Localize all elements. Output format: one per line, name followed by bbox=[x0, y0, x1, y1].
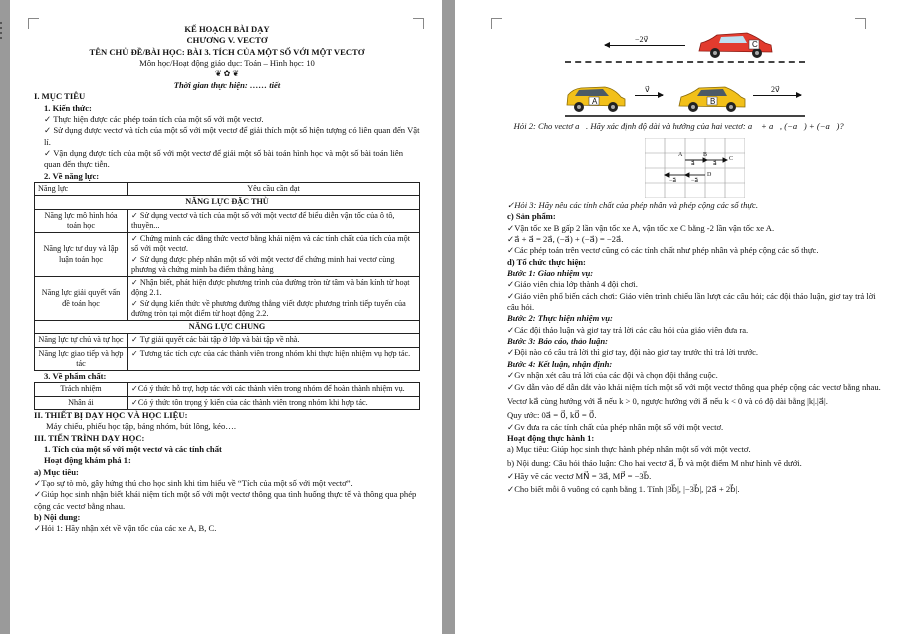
vector-neg-a-label: −a⃗ bbox=[669, 178, 677, 184]
competence-table bbox=[34, 182, 420, 371]
car-c-label: C bbox=[752, 40, 758, 49]
equipment-text: Máy chiếu, phiếu học tập, bảng nhóm, bút lông, kéo…. bbox=[46, 421, 236, 432]
table-row bbox=[35, 396, 420, 409]
step-item: ✓Gv dẫn vào để dẫn dắt vào khái niệm tích một số với một vectơ thông qua phép cộng các vectơ bằng nhau. bbox=[507, 381, 881, 392]
table-row bbox=[35, 233, 420, 277]
activity-content-heading: b) Nội dung: bbox=[34, 511, 81, 522]
qualities-table bbox=[34, 382, 420, 410]
subsection-competence: 2. Về năng lực: bbox=[44, 170, 100, 181]
car-b bbox=[677, 85, 747, 113]
road-line bbox=[565, 115, 805, 117]
table-header-competence: Năng lực bbox=[35, 183, 128, 196]
step-3: Bước 3: Báo cáo, thảo luận: bbox=[507, 336, 608, 347]
cars-figure bbox=[565, 25, 805, 115]
product-heading: c) Sản phẩm: bbox=[507, 211, 556, 222]
lesson-plan-title: KẾ HOẠCH BÀI DẠY bbox=[184, 24, 270, 34]
vector-label: 2v⃗ bbox=[771, 85, 780, 94]
vector-label: v⃗ bbox=[645, 85, 650, 94]
table-group-general: NĂNG LỰC CHUNG bbox=[35, 321, 420, 334]
subsection-knowledge: 1. Kiến thức: bbox=[44, 102, 92, 113]
competence-req: ✓ Chứng minh các đẳng thức vectơ bằng khái niệm và các tính chất của tích của một số với một vectơ. bbox=[131, 234, 411, 254]
subject-line: Môn học/Hoạt động giáo dục: Toán – Hình học: 10 bbox=[139, 58, 315, 69]
knowledge-item: ✓ Vận dụng được tích của một số với một vectơ để giải một số bài toán hình học và một số bài toán liên quan đến thực tiễn. bbox=[44, 147, 403, 170]
activity-goal-item: ✓Tạo sự tò mò, gây hứng thú cho học sinh khi tìm hiểu về “Tích của một số với một vectơ”. bbox=[34, 477, 353, 488]
car-a-label: A bbox=[592, 97, 598, 106]
practice-item: ✓Hãy vẽ các vectơ MN⃗ = 3a⃗, MP⃗ = −3b⃗. bbox=[507, 470, 652, 481]
competence-name: Năng lực tự chủ và tự học bbox=[35, 334, 128, 347]
table-group-specific: NĂNG LỰC ĐẶC THÙ bbox=[35, 196, 420, 209]
competence-req: ✓ Sử dụng vectơ và tích của một số với một vectơ để biểu diễn vận tốc của ô tô, thuyền... bbox=[128, 209, 420, 233]
vector-grid-figure bbox=[645, 138, 745, 198]
convention-text: Quy ước: 0a⃗ = 0⃗, k0⃗ = 0⃗. bbox=[507, 410, 597, 421]
car-a bbox=[565, 85, 627, 113]
activity-goal-item: ✓Giúp học sinh nhận biết khái niệm tích một số với một vectơ thông qua tình huống thực tế và thông qua phép cộng các vectơ bằng nhau. bbox=[34, 489, 417, 511]
point-c-label: C bbox=[729, 156, 734, 162]
table-row bbox=[35, 347, 420, 371]
step-item: ✓Đội nào có câu trả lời thì giơ tay, đội nào giơ tay trước thì trả lời trước. bbox=[507, 347, 759, 358]
table-row bbox=[35, 209, 420, 233]
page-corner-mark bbox=[491, 18, 502, 29]
document-page-1 bbox=[10, 0, 442, 634]
vector-a-label: a⃗ bbox=[713, 161, 717, 167]
step-1: Bước 1: Giao nhiệm vụ: bbox=[507, 268, 594, 279]
quality-req: ✓Có ý thức hỗ trợ, hợp tác với các thành viên trong nhóm để hoàn thành nhiệm vụ. bbox=[128, 383, 420, 396]
definition-text: Vectơ ka⃗ cùng hướng với a⃗ nếu k > 0, ngược hướng với a⃗ nếu k < 0 và có độ dài bằng |k|.|a⃗|. bbox=[507, 395, 828, 406]
competence-req: ✓ Tương tác tích cực của các thành viên trong nhóm khi thực hiện nhiệm vụ hợp tác. bbox=[128, 347, 420, 371]
activity-goal-heading: a) Mục tiêu: bbox=[34, 466, 79, 477]
competence-req: ✓ Sử dụng được phép nhân một số với một vectơ để chứng minh hai vectơ cùng phương và chứng minh ba điểm thẳng hàng bbox=[131, 254, 395, 274]
section-equipment: II. THIẾT BỊ DẠY HỌC VÀ HỌC LIỆU: bbox=[34, 409, 188, 420]
competence-name: Năng lực tư duy và lập luận toán học bbox=[35, 233, 128, 277]
question-3: ✓Hỏi 3: Hãy nêu các tính chất của phép nhân và phép cộng các số thực. bbox=[507, 200, 759, 210]
point-b-label: B bbox=[703, 152, 708, 158]
competence-req-cell bbox=[128, 277, 420, 321]
vector-label: −2v⃗ bbox=[635, 35, 649, 44]
practice-item: ✓Cho biết mỗi ô vuông có cạnh bằng 1. Tính |3b⃗|, |−3b⃗|, |2a⃗ + 2b⃗|. bbox=[507, 484, 740, 495]
vector-neg-a-label: −a⃗ bbox=[691, 178, 699, 184]
teacher-note: ✓Gv đưa ra các tính chất của phép nhân một số với một vectơ. bbox=[507, 421, 724, 432]
competence-req: ✓ Nhận biết, phát hiện được phương trình của đường tròn từ tâm và bán kính từ hoạt động 2.1. bbox=[131, 278, 410, 298]
competence-req: ✓ Tự giải quyết các bài tập ở lớp và bài tập về nhà. bbox=[128, 334, 420, 347]
car-b-label: B bbox=[710, 97, 716, 106]
step-item: ✓Giáo viên phổ biến cách chơi: Giáo viên trình chiếu lần lượt các câu hỏi; các đội thảo luận, giơ tay trả lời câu hỏi. bbox=[507, 290, 876, 313]
step-4: Bước 4: Kết luận, nhận định: bbox=[507, 358, 613, 369]
subsection-qualities: 3. Về phẩm chất: bbox=[44, 371, 107, 382]
point-d-label: D bbox=[707, 172, 712, 178]
table-header-requirements: Yêu cầu cần đạt bbox=[128, 183, 420, 196]
lesson-title: TÊN CHỦ ĐỀ/BÀI HỌC: BÀI 3. TÍCH CỦA MỘT SỐ VỚI MỘT VECTƠ bbox=[89, 46, 365, 57]
organize-heading: d) Tổ chức thực hiện: bbox=[507, 256, 586, 267]
table-row bbox=[35, 277, 420, 321]
table-row bbox=[35, 383, 420, 396]
competence-name: Năng lực giao tiếp và hợp tác bbox=[35, 347, 128, 371]
step-item: ✓Các đội thảo luận và giơ tay trả lời các câu hỏi của giáo viên đưa ra. bbox=[507, 324, 749, 335]
chapter-title: CHƯƠNG V. VECTƠ bbox=[186, 35, 268, 46]
document-page-2 bbox=[455, 0, 902, 634]
product-item: ✓Các phép toán trên vectơ cũng có các tính chất như phép nhân và phép cộng các số thực. bbox=[507, 245, 819, 256]
point-a-label: A bbox=[678, 152, 683, 158]
subsection-product: 1. Tích của một số với một vectơ và các tính chất bbox=[44, 443, 222, 454]
road-line bbox=[565, 61, 805, 64]
question-2: ✓Hỏi 2: Cho vectơ a⃗. Hãy xác định độ dài và hướng của hai vectơ: a⃗ + a⃗, (−a⃗) + (−a⃗)? bbox=[507, 121, 844, 131]
practice-title: Hoạt động thực hành 1: bbox=[507, 432, 595, 443]
quality-name: Nhân ái bbox=[35, 396, 128, 409]
table-row bbox=[35, 334, 420, 347]
product-item: ✓a⃗ + a⃗ = 2a⃗, (−a⃗) + (−a⃗) = −2a⃗. bbox=[507, 234, 624, 245]
practice-goal: a) Mục tiêu: Giúp học sinh thực hành phép nhân một số với một vectơ. bbox=[507, 444, 751, 455]
activity-title: Hoạt động khám phá 1: bbox=[44, 455, 131, 466]
small-icons: ❦ ✿ ❦ bbox=[214, 69, 240, 79]
step-2: Bước 2: Thực hiện nhiệm vụ: bbox=[507, 313, 613, 324]
quality-req: ✓Có ý thức tôn trọng ý kiến của các thành viên trong nhóm khi hợp tác. bbox=[128, 396, 420, 409]
step-item: ✓Giáo viên chia lớp thành 4 đội chơi. bbox=[507, 279, 638, 290]
margin-dots bbox=[0, 22, 3, 42]
knowledge-item: ✓ Thực hiện được các phép toán tích của một số với một vectơ. bbox=[44, 113, 264, 124]
step-item: ✓Gv nhận xét câu trả lời của các đội và chọn đội thắng cuộc. bbox=[507, 370, 718, 381]
page-corner-mark bbox=[855, 18, 866, 29]
vector-a-label: a⃗ bbox=[691, 161, 695, 167]
section-process: III. TIẾN TRÌNH DẠY HỌC: bbox=[34, 432, 145, 443]
product-item: ✓Vận tốc xe B gấp 2 lần vận tốc xe A, vận tốc xe C bằng -2 lần vận tốc xe A. bbox=[507, 222, 775, 233]
time-line: Thời gian thực hiện: …… tiết bbox=[173, 79, 281, 90]
car-c bbox=[695, 31, 775, 57]
competence-req: ✓ Sử dụng kiến thức về phương đường thẳng viết được phương trình tiếp tuyến của đường tròn tại một điểm từ hoạt động 2.2. bbox=[131, 298, 406, 318]
practice-content: b) Nội dung: Câu hỏi thảo luận: Cho hai vectơ a⃗, b⃗ và một điểm M như hình vẽ dưới. bbox=[507, 457, 802, 468]
competence-req-cell bbox=[128, 233, 420, 277]
section-objectives: I. MỤC TIÊU bbox=[34, 91, 86, 102]
activity-question: ✓Hỏi 1: Hãy nhận xét về vận tốc của các xe A, B, C. bbox=[34, 523, 217, 534]
competence-name: Năng lực giải quyết vấn đề toán học bbox=[35, 277, 128, 321]
knowledge-item: ✓ Sử dụng được vectơ và tích của một số với một vectơ để giải thích một số hiện tượng có liên quan đến Vật lí. bbox=[44, 125, 420, 147]
quality-name: Trách nhiệm bbox=[35, 383, 128, 396]
competence-name: Năng lực mô hình hóa toán học bbox=[35, 209, 128, 233]
